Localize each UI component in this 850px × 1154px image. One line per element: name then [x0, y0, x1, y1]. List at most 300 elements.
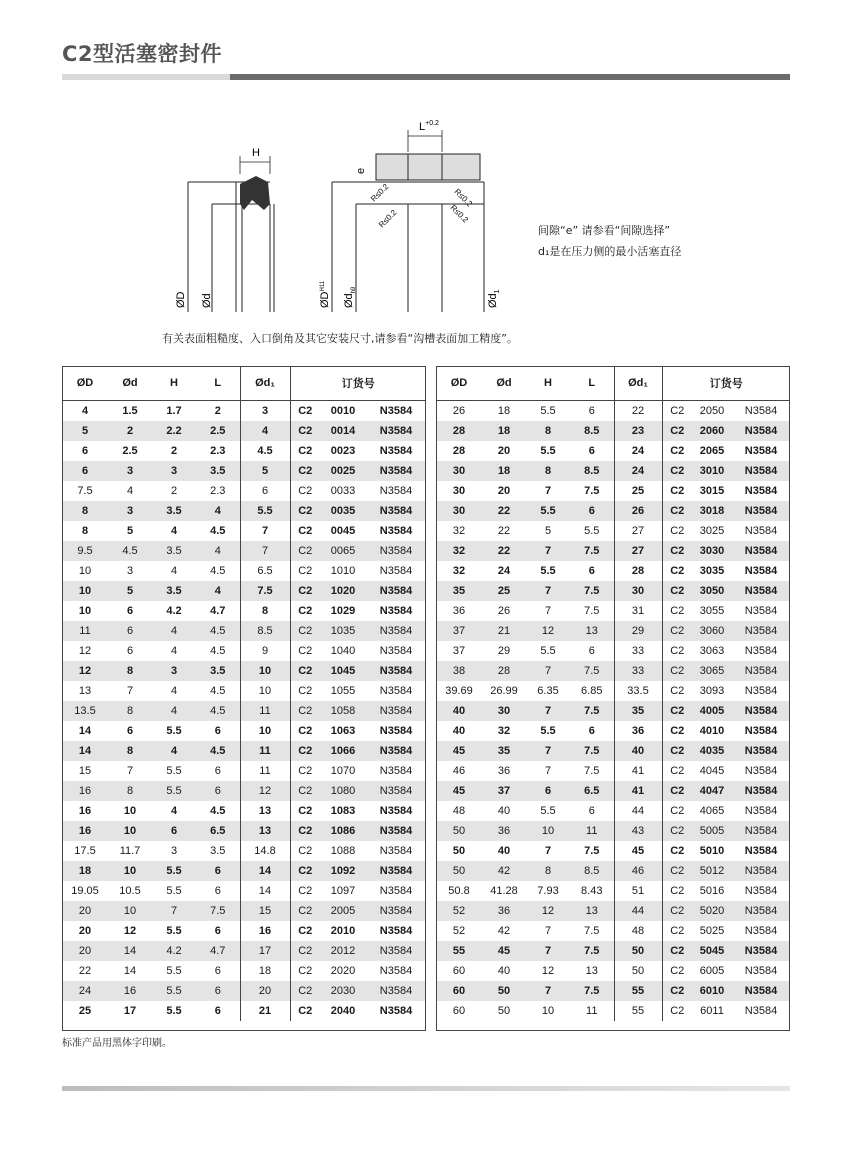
table-row [436, 441, 790, 461]
table-row [62, 741, 426, 761]
cell-Od: 20 [497, 445, 511, 457]
cell-Od: 8 [108, 781, 152, 801]
table-row [62, 561, 426, 581]
label-Od: Ød [201, 293, 213, 308]
cell-Od: 35 [482, 741, 526, 761]
cell-L: 3.5 [210, 845, 226, 857]
cell-H: 7 [526, 701, 570, 721]
cell-order-suffix: N3584 [379, 405, 413, 417]
cell-Od1: 20 [240, 981, 290, 1001]
cell-Od1: 14 [240, 881, 290, 901]
cell-OD: 52 [452, 925, 466, 937]
cell-order-suffix: N3584 [744, 885, 778, 897]
cell-OD: 16 [62, 821, 108, 841]
cell-Od1: 26 [614, 501, 662, 521]
cell-Od1: 4.5 [240, 441, 290, 461]
cell-order-code: 4065 [699, 805, 725, 817]
cell-order-prefix: C2 [662, 861, 692, 881]
cell-order-prefix: C2 [662, 441, 692, 461]
cell-order-suffix: N3584 [366, 741, 426, 761]
table-row [62, 921, 426, 941]
cell-Od: 10 [123, 805, 137, 817]
cell-order-prefix: C2 [662, 621, 692, 641]
cell-order-suffix: N3584 [732, 621, 790, 641]
cell-OD: 32 [452, 565, 466, 577]
cell-order-suffix: N3584 [744, 925, 778, 937]
cell-H: 5.5 [540, 805, 556, 817]
cell-order-code: 1010 [330, 565, 356, 577]
cell-order-code: 6011 [700, 1005, 724, 1017]
cell-order-code: 4005 [692, 701, 732, 721]
cell-Od1: 48 [614, 921, 662, 941]
cell-L: 6 [196, 861, 240, 881]
cell-H: 7 [526, 941, 570, 961]
cell-H: 7 [526, 581, 570, 601]
cell-Od1: 10 [240, 661, 290, 681]
header-L: L [570, 366, 614, 401]
cell-order-prefix: C2 [662, 741, 692, 761]
cell-H: 5.5 [166, 725, 182, 737]
cell-L: 2 [214, 405, 221, 417]
cell-Od1: 51 [614, 881, 662, 901]
cell-order-suffix: N3584 [744, 765, 778, 777]
cell-L: 7.5 [570, 701, 614, 721]
cell-H: 8 [526, 861, 570, 881]
table-row [436, 421, 790, 441]
cell-order-code: 5012 [692, 861, 732, 881]
cell-OD: 45 [436, 781, 482, 801]
cell-order-suffix: N3584 [379, 445, 413, 457]
table-row [62, 681, 426, 701]
cell-Od1: 41 [614, 761, 662, 781]
cell-L: 7.5 [196, 901, 240, 921]
cell-order-suffix: N3584 [744, 1005, 778, 1017]
cell-OD: 11 [62, 621, 108, 641]
table-row [436, 601, 790, 621]
cell-Od1: 25 [614, 481, 662, 501]
cell-Od: 40 [497, 805, 511, 817]
cell-OD: 8 [81, 525, 89, 537]
cell-OD: 37 [452, 645, 466, 657]
cell-OD: 19.05 [71, 885, 99, 897]
table-row [62, 541, 426, 561]
cell-order-suffix: N3584 [744, 485, 778, 497]
cell-order-prefix: C2 [290, 461, 320, 481]
cell-L: 2.3 [210, 485, 226, 497]
cell-order-code: 3093 [699, 685, 725, 697]
radius-label-3: R≤0.2 [452, 187, 475, 209]
cell-Od: 36 [482, 821, 526, 841]
cell-H: 5.5 [166, 1005, 182, 1017]
cell-Od1: 12 [240, 781, 290, 801]
cell-H: 6 [526, 781, 570, 801]
cell-OD: 13 [78, 685, 92, 697]
spec-table-left [62, 366, 426, 1021]
cell-L: 4.5 [210, 685, 226, 697]
cell-H: 4 [152, 621, 196, 641]
cell-H: 5.5 [166, 965, 182, 977]
table-row [62, 441, 426, 461]
cell-order-code: 4045 [699, 765, 725, 777]
cell-H: 5.5 [540, 445, 556, 457]
table-row [62, 881, 426, 901]
cell-Od: 2.5 [122, 445, 138, 457]
cell-order-suffix: N3584 [379, 925, 413, 937]
cell-order-code: 2040 [330, 1005, 356, 1017]
cell-H: 7.93 [537, 885, 559, 897]
cell-order-suffix: N3584 [379, 1005, 413, 1017]
label-H: H [252, 147, 260, 159]
cell-order-code: 3025 [699, 525, 725, 537]
cell-Od1: 5.5 [240, 501, 290, 521]
cell-L: 7.5 [570, 741, 614, 761]
cell-L: 7.5 [584, 765, 600, 777]
cell-L: 6 [588, 725, 595, 737]
cell-L: 3.5 [196, 661, 240, 681]
cell-L: 7.5 [584, 485, 600, 497]
table-row [62, 421, 426, 441]
cell-order-code: 4010 [699, 725, 725, 737]
cell-Od1: 13 [240, 821, 290, 841]
cell-H: 7 [544, 485, 552, 497]
cell-order-prefix: C2 [662, 661, 692, 681]
cell-OD: 22 [78, 965, 92, 977]
cell-order-code: 4035 [692, 741, 732, 761]
cell-OD: 10 [78, 565, 92, 577]
cell-order-prefix: C2 [290, 741, 320, 761]
cell-order-suffix: N3584 [366, 701, 426, 721]
cell-H: 5.5 [166, 885, 182, 897]
cell-Od1: 44 [614, 901, 662, 921]
cell-order-suffix: N3584 [366, 781, 426, 801]
cell-Od: 45 [482, 941, 526, 961]
cell-Od: 28 [482, 661, 526, 681]
cell-Od: 42 [497, 925, 511, 937]
cell-order-suffix: N3584 [379, 485, 413, 497]
cell-L: 7.5 [570, 541, 614, 561]
cell-L: 6 [570, 501, 614, 521]
cell-Od: 17 [123, 1005, 137, 1017]
cell-L: 4.5 [210, 565, 226, 577]
cell-order-prefix: C2 [662, 681, 692, 701]
cell-order-prefix: C2 [662, 641, 692, 661]
cell-Od1: 18 [240, 961, 290, 981]
cell-Od1: 46 [614, 861, 662, 881]
cell-Od1: 14 [240, 861, 290, 881]
cell-order-prefix: C2 [290, 801, 320, 821]
cell-order-suffix: N3584 [732, 781, 790, 801]
cell-L: 6 [214, 885, 221, 897]
cell-L: 13 [570, 621, 614, 641]
cell-order-code: 3063 [699, 645, 725, 657]
cell-L: 6.5 [570, 781, 614, 801]
cell-order-code: 1088 [330, 845, 356, 857]
cell-order-suffix: N3584 [366, 861, 426, 881]
cell-order-code: 5020 [692, 901, 732, 921]
cell-order-prefix: C2 [290, 641, 320, 661]
cell-OD: 15 [78, 765, 92, 777]
cell-order-suffix: N3584 [732, 501, 790, 521]
cell-order-suffix: N3584 [732, 861, 790, 881]
cell-order-suffix: N3584 [744, 525, 778, 537]
cell-order-prefix: C2 [662, 921, 692, 941]
cell-order-suffix: N3584 [379, 565, 413, 577]
cell-L: 4.5 [196, 741, 240, 761]
cell-OD: 4 [81, 405, 89, 417]
cell-order-code: 1035 [320, 621, 366, 641]
cell-H: 7 [544, 765, 552, 777]
cell-Od: 20 [497, 485, 511, 497]
cell-order-suffix: N3584 [379, 965, 413, 977]
cell-H: 2 [170, 485, 178, 497]
cell-Od1: 23 [614, 421, 662, 441]
cell-L: 8.43 [581, 885, 603, 897]
table-row [62, 701, 426, 721]
cell-H: 12 [541, 965, 555, 977]
cell-OD: 28 [452, 445, 466, 457]
cell-OD: 35 [436, 581, 482, 601]
cell-order-code: 4047 [692, 781, 732, 801]
cell-Od: 3 [108, 501, 152, 521]
cell-Od1: 40 [614, 741, 662, 761]
cell-Od: 26 [497, 605, 511, 617]
cell-OD: 5 [62, 421, 108, 441]
cell-L: 6.5 [196, 821, 240, 841]
cell-Od: 22 [482, 541, 526, 561]
cell-order-code: 1020 [320, 581, 366, 601]
cell-L: 2.3 [210, 445, 226, 457]
cell-order-suffix: N3584 [379, 805, 413, 817]
cell-OD: 12 [78, 645, 92, 657]
cell-H: 3.5 [152, 501, 196, 521]
note-d1: d₁是在压力侧的最小活塞直径 [538, 245, 682, 258]
cell-Od1: 50 [614, 941, 662, 961]
label-L: $L^{+0.2}$ [419, 120, 439, 133]
cell-OD: 60 [452, 965, 466, 977]
cell-OD: 8 [62, 501, 108, 521]
cell-order-code: 2030 [320, 981, 366, 1001]
cell-L: 7.5 [570, 941, 614, 961]
table-row [436, 481, 790, 501]
cell-Od1: 11 [240, 701, 290, 721]
cell-order-code: 0023 [330, 445, 356, 457]
table-row [436, 781, 790, 801]
cell-Od: 29 [497, 645, 511, 657]
cell-Od1: 30 [614, 581, 662, 601]
table-row [436, 401, 790, 422]
cell-order-code: 5025 [699, 925, 725, 937]
cell-order-prefix: C2 [662, 1001, 692, 1021]
table-row [62, 1001, 426, 1021]
cell-order-prefix: C2 [290, 401, 320, 422]
table-row [436, 901, 790, 921]
cell-order-prefix: C2 [290, 421, 320, 441]
cell-L: 6.85 [581, 685, 603, 697]
table-row [62, 721, 426, 741]
cell-Od: 37 [482, 781, 526, 801]
table-row [436, 461, 790, 481]
cell-L: 6 [588, 405, 595, 417]
cell-order-prefix: C2 [290, 821, 320, 841]
cell-order-prefix: C2 [290, 701, 320, 721]
cell-Od1: 3 [240, 401, 290, 422]
cell-L: 7.5 [570, 661, 614, 681]
cell-order-code: 2060 [692, 421, 732, 441]
cell-order-prefix: C2 [290, 941, 320, 961]
cell-order-code: 3055 [699, 605, 725, 617]
header-Od1: Ød₁ [614, 366, 662, 401]
cell-L: 13 [570, 901, 614, 921]
cell-order-prefix: C2 [662, 501, 692, 521]
cell-order-prefix: C2 [662, 901, 692, 921]
cell-Od1: 7 [240, 541, 290, 561]
cell-order-suffix: N3584 [744, 805, 778, 817]
cell-OD: 37 [436, 621, 482, 641]
header-Od: Ød [108, 366, 152, 401]
cell-H: 10 [526, 821, 570, 841]
cell-Od: 24 [497, 565, 511, 577]
cell-L: 6 [588, 645, 595, 657]
cell-L: 6 [588, 565, 595, 577]
table-row [62, 461, 426, 481]
header-L: L [196, 366, 240, 401]
cell-H: 4 [152, 741, 196, 761]
cell-order-suffix: N3584 [366, 621, 426, 641]
table-row [62, 761, 426, 781]
cell-order-code: 3010 [692, 461, 732, 481]
cell-Od: 6 [126, 645, 134, 657]
cell-L: 4.5 [196, 701, 240, 721]
cell-order-prefix: C2 [662, 881, 692, 901]
cell-H: 4.2 [166, 605, 182, 617]
cell-Od: 50 [497, 1005, 511, 1017]
note-clearance: 间隙“e” 请参看“间隙选择” [538, 224, 671, 237]
cell-H: 5.5 [540, 405, 556, 417]
cell-Od: 40 [497, 965, 511, 977]
header-OD: ØD [62, 366, 108, 401]
label-OD-H11: $ØD^{H11}$ [319, 280, 331, 308]
cell-Od: 11.7 [119, 845, 141, 857]
cell-OD: 30 [436, 501, 482, 521]
cell-order-prefix: C2 [290, 521, 320, 541]
cell-order-prefix: C2 [290, 681, 320, 701]
cell-L: 6 [214, 765, 221, 777]
cell-H: 6.35 [537, 685, 559, 697]
table-row [62, 641, 426, 661]
cell-order-code: 0035 [320, 501, 366, 521]
table-row [62, 661, 426, 681]
cell-OD: 26 [452, 405, 466, 417]
cell-order-prefix: C2 [662, 981, 692, 1001]
cell-order-code: 3035 [699, 565, 725, 577]
cell-L: 4.5 [210, 645, 226, 657]
cell-Od: 22 [482, 501, 526, 521]
cell-order-code: 1045 [320, 661, 366, 681]
cell-L: 4.5 [196, 621, 240, 641]
cell-Od: 7 [126, 765, 134, 777]
cell-H: 5.5 [152, 861, 196, 881]
cell-order-suffix: N3584 [379, 885, 413, 897]
cell-order-suffix: N3584 [732, 941, 790, 961]
cell-order-code: 6005 [699, 965, 725, 977]
cell-order-suffix: N3584 [366, 541, 426, 561]
cell-order-suffix: N3584 [366, 421, 426, 441]
cell-H: 4 [170, 645, 178, 657]
table-row [62, 801, 426, 821]
header-H: H [526, 366, 570, 401]
cell-H: 4 [170, 805, 178, 817]
cell-L: 6 [588, 805, 595, 817]
cell-order-suffix: N3584 [744, 405, 778, 417]
cell-H: 3.5 [152, 581, 196, 601]
cell-Od: 42 [482, 861, 526, 881]
cell-order-code: 1083 [330, 805, 356, 817]
cell-order-prefix: C2 [290, 1001, 320, 1021]
cell-H: 1.7 [166, 405, 182, 417]
cell-OD: 45 [436, 741, 482, 761]
radius-label-1: R≤0.2 [369, 181, 391, 204]
cell-OD: 20 [78, 925, 92, 937]
cell-Od1: 14.8 [240, 841, 290, 861]
header-order-no: 订货号 [662, 366, 790, 401]
cell-Od1: 17 [240, 941, 290, 961]
cell-L: 7.5 [584, 845, 600, 857]
cell-order-suffix: N3584 [732, 701, 790, 721]
cell-Od: 16 [108, 981, 152, 1001]
cell-Od1: 50 [614, 961, 662, 981]
cell-order-suffix: N3584 [379, 525, 413, 537]
table-row [436, 981, 790, 1001]
cell-Od: 8 [108, 701, 152, 721]
cell-order-prefix: C2 [662, 821, 692, 841]
cell-H: 4 [170, 685, 178, 697]
cell-H: 7 [526, 541, 570, 561]
cell-Od: 3 [108, 461, 152, 481]
cell-H: 5 [544, 525, 552, 537]
cell-OD: 32 [452, 525, 466, 537]
cell-order-suffix: N3584 [366, 941, 426, 961]
table-row [436, 821, 790, 841]
cell-H: 5.5 [166, 765, 182, 777]
cell-Od: 36 [482, 901, 526, 921]
cell-L: 4 [196, 541, 240, 561]
cell-order-suffix: N3584 [366, 981, 426, 1001]
table-row [62, 401, 426, 422]
cell-order-prefix: C2 [662, 601, 692, 621]
table-row [436, 681, 790, 701]
cell-order-suffix: N3584 [744, 685, 778, 697]
table-header-row [62, 366, 426, 401]
cell-Od: 14 [108, 941, 152, 961]
cell-L: 6 [196, 981, 240, 1001]
cell-order-prefix: C2 [662, 721, 692, 741]
page-title: C2型活塞密封件 [62, 42, 223, 66]
cell-order-code: 3030 [692, 541, 732, 561]
cell-Od: 22 [497, 525, 511, 537]
cell-Od: 8 [108, 661, 152, 681]
cell-order-prefix: C2 [290, 761, 320, 781]
cell-Od1: 16 [240, 921, 290, 941]
cell-Od1: 28 [614, 561, 662, 581]
cell-H: 5.5 [526, 501, 570, 521]
cell-OD: 10 [78, 605, 92, 617]
label-Od-h9: $Ød_{h9}$ [343, 286, 357, 308]
cell-order-prefix: C2 [662, 581, 692, 601]
table-row [62, 941, 426, 961]
table-row [62, 821, 426, 841]
cell-Od1: 36 [614, 721, 662, 741]
table-row [62, 901, 426, 921]
